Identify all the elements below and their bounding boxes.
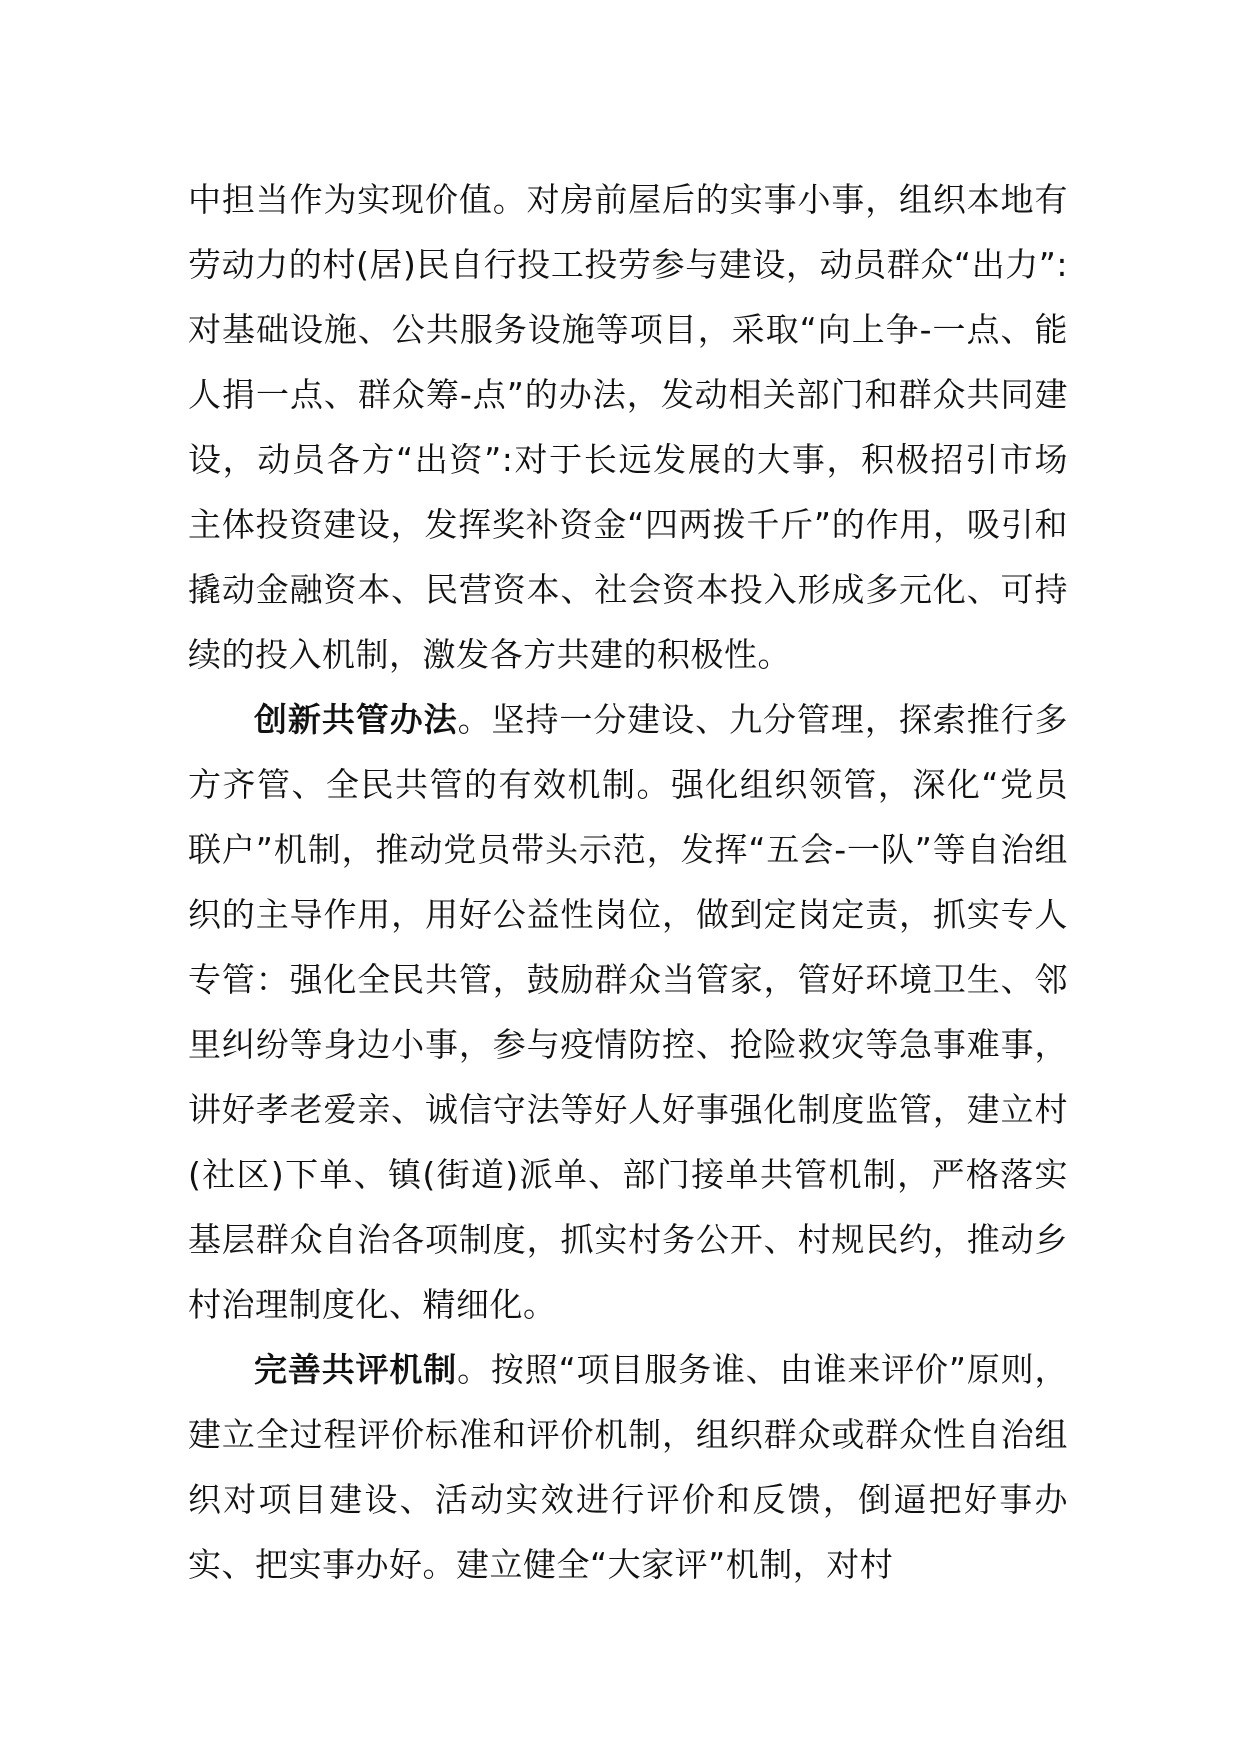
paragraph-heading: 完善共评机制 [254,1350,458,1389]
paragraph-continuation [188,167,1068,687]
paragraph-heading: 创新共管办法 [254,700,458,739]
paragraph-text: 。坚持一分建设、九分管理，探索推行多方齐管、全民共管的有效机制。强化组织领管，深化“党员联户”机制，推动党员带头示范，发挥“五会-一队”等自治组织的主导作用，用好公益性岗位，做到定岗定责，抓实专人专管：强化全民共管，鼓励群众当管家，管好环境卫生、邻里纠纷等身边小事，参与疫情防控、抢险救灾等急事难事，讲好孝老爱亲、诚信守法等好人好事强化制度监管，建立村(社区)下单、镇(街道)派单、部门接单共管机制，严格落实基层群众自治各项制度，抓实村务公开、村规民约，推动乡村治理制度化、精细化。 [188,700,1069,1324]
paragraph-co-evaluation [188,1337,1068,1597]
paragraph-co-management [188,687,1068,1337]
document-body [188,167,1068,1597]
paragraph-text: 中担当作为实现价值。对房前屋后的实事小事，组织本地有劳动力的村(居)民自行投工投劳参与建设，动员群众“出力”:对基础设施、公共服务设施等项目，采取“向上争-一点、能人捐一点、群众筹-点”的办法，发动相关部门和群众共同建设，动员各方“出资”:对于长远发展的大事，积极招引市场主体投资建设，发挥奖补资金“四两拨千斤”的作用，吸引和撬动金融资本、民营资本、社会资本投入形成多元化、可持续的投入机制，激发各方共建的积极性。 [188,180,1068,674]
paragraph-text: 。按照“项目服务谁、由谁来评价”原则，建立全过程评价标准和评价机制，组织群众或群众性自治组织对项目建设、活动实效进行评价和反馈，倒逼把好事办实、把实事办好。建立健全“大家评”机制，对村 [188,1350,1068,1584]
